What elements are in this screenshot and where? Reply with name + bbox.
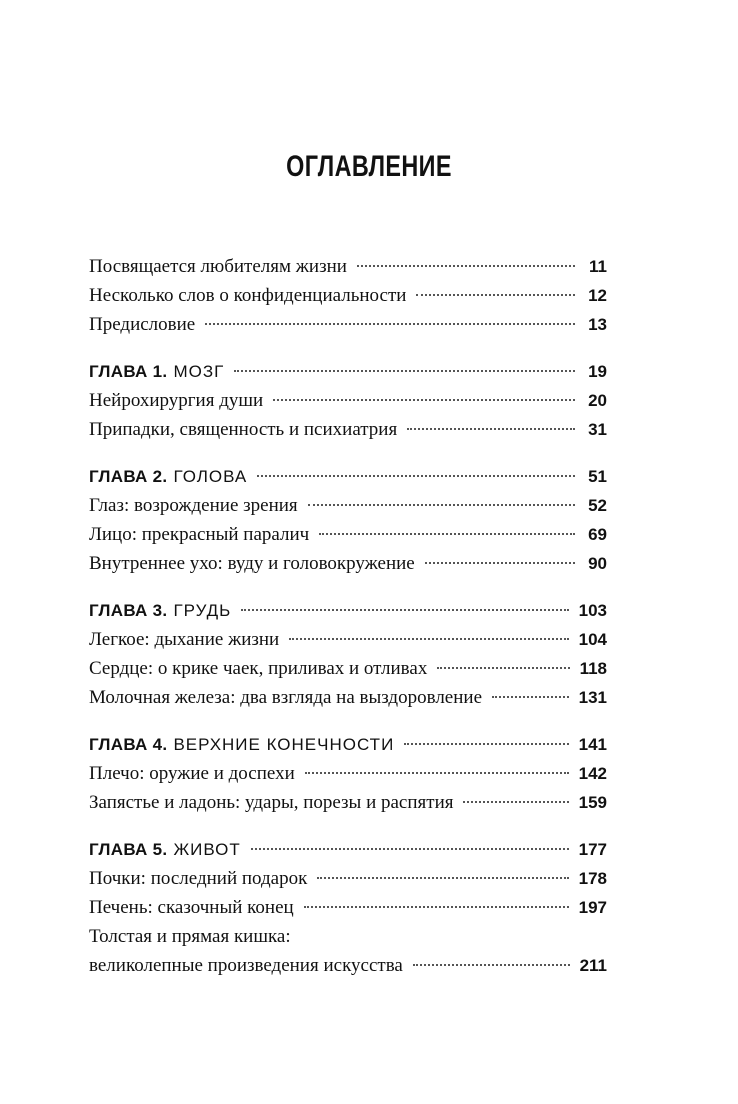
chapter-section <box>89 357 607 444</box>
chapter-label: ГЛАВА 4. <box>89 735 168 754</box>
chapter-heading[interactable] <box>89 835 607 864</box>
page-title: ОГЛАВЛЕНИЕ <box>286 150 452 183</box>
chapter-page: 19 <box>588 362 607 381</box>
chapter-page: 141 <box>578 735 607 754</box>
dot-leader <box>463 801 568 803</box>
chapter-label: ГЛАВА 2. <box>89 467 168 486</box>
entry-page: 13 <box>588 315 607 334</box>
chapter-name: ГОЛОВА <box>173 467 248 486</box>
entry-page: 142 <box>578 764 607 783</box>
chapter-section <box>89 835 607 980</box>
dot-leader <box>241 609 568 611</box>
entry-page: 31 <box>588 420 607 439</box>
dot-leader <box>357 265 575 267</box>
chapter-page: 177 <box>578 840 607 859</box>
chapter-heading[interactable] <box>89 462 607 491</box>
toc-entry[interactable] <box>89 759 607 788</box>
entry-page: 118 <box>579 659 607 678</box>
toc-entry[interactable] <box>89 386 607 415</box>
entry-page: 178 <box>578 869 607 888</box>
toc-entry[interactable] <box>89 491 607 520</box>
toc-entry[interactable] <box>89 654 607 683</box>
front-matter <box>89 252 607 339</box>
toc-entry[interactable] <box>89 520 607 549</box>
toc-entry[interactable] <box>89 893 607 922</box>
dot-leader <box>319 533 575 535</box>
entry-page: 12 <box>588 286 607 305</box>
entry-page: 52 <box>588 496 607 515</box>
chapter-heading[interactable] <box>89 730 607 759</box>
toc-entry[interactable] <box>89 625 607 654</box>
entry-title: Нейрохирургия души <box>89 390 264 411</box>
dot-leader <box>305 772 569 774</box>
chapter-label: ГЛАВА 1. <box>89 362 168 381</box>
entry-page: 11 <box>589 257 607 276</box>
chapter-page: 103 <box>578 601 607 620</box>
dot-leader <box>492 696 569 698</box>
entry-title: Посвящается любителям жизни <box>89 256 347 277</box>
dot-leader <box>317 877 568 879</box>
dot-leader <box>257 475 575 477</box>
entry-title: Лицо: прекрасный паралич <box>89 524 310 545</box>
entry-title: Толстая и прямая кишка: <box>89 926 291 947</box>
chapter-name: ВЕРХНИЕ КОНЕЧНОСТИ <box>173 735 395 754</box>
entry-title: Припадки, священность и психиатрия <box>89 419 398 440</box>
chapter-heading[interactable] <box>89 596 607 625</box>
entry-page: 20 <box>588 391 607 410</box>
chapter-name: ЖИВОТ <box>173 840 241 859</box>
entry-page: 69 <box>588 525 607 544</box>
dot-leader <box>416 294 575 296</box>
entry-title: Запястье и ладонь: удары, порезы и распятия <box>89 792 454 813</box>
table-of-contents <box>89 252 607 998</box>
entry-title: Легкое: дыхание жизни <box>89 629 280 650</box>
toc-entry[interactable] <box>89 549 607 578</box>
entry-page: 90 <box>588 554 607 573</box>
chapter-section <box>89 730 607 817</box>
entry-title: Сердце: о крике чаек, приливах и отливах <box>89 658 428 679</box>
entry-page: 104 <box>578 630 607 649</box>
chapter-label: ГЛАВА 5. <box>89 840 168 859</box>
chapter-section <box>89 462 607 578</box>
entry-page: 159 <box>578 793 607 812</box>
toc-entry[interactable] <box>89 864 607 893</box>
toc-entry-line1[interactable] <box>89 922 607 951</box>
entry-title: Глаз: возрождение зрения <box>89 495 298 516</box>
toc-entry[interactable] <box>89 415 607 444</box>
dot-leader <box>273 399 575 401</box>
chapter-heading[interactable] <box>89 357 607 386</box>
dot-leader <box>289 638 568 640</box>
dot-leader <box>205 323 575 325</box>
toc-entry-line2[interactable] <box>89 951 607 980</box>
toc-entry[interactable] <box>89 281 607 310</box>
entry-title: Внутреннее ухо: вуду и головокружение <box>89 553 415 574</box>
dot-leader <box>425 562 575 564</box>
dot-leader <box>304 906 569 908</box>
entry-title: Почки: последний подарок <box>89 868 308 889</box>
entry-title: Печень: сказочный конец <box>89 897 294 918</box>
entry-title: Несколько слов о конфиденциальности <box>89 285 407 306</box>
dot-leader <box>413 964 570 966</box>
chapter-name: ГРУДЬ <box>173 601 232 620</box>
toc-entry[interactable] <box>89 683 607 712</box>
chapter-label: ГЛАВА 3. <box>89 601 168 620</box>
entry-title-continued: великолепные произведения искусства <box>89 955 403 976</box>
toc-entry[interactable] <box>89 252 607 281</box>
dot-leader <box>437 667 569 669</box>
dot-leader <box>404 743 568 745</box>
entry-title: Плечо: оружие и доспехи <box>89 763 295 784</box>
chapter-name: МОЗГ <box>173 362 225 381</box>
toc-entry[interactable] <box>89 310 607 339</box>
dot-leader <box>251 848 569 850</box>
toc-entry[interactable] <box>89 788 607 817</box>
dot-leader <box>308 504 575 506</box>
chapter-section <box>89 596 607 712</box>
chapter-page: 51 <box>588 467 607 486</box>
entry-page: 131 <box>578 688 607 707</box>
dot-leader <box>234 370 575 372</box>
entry-title: Предисловие <box>89 314 196 335</box>
dot-leader <box>407 428 575 430</box>
entry-title: Молочная железа: два взгляда на выздоровление <box>89 687 482 708</box>
entry-page: 211 <box>579 956 607 975</box>
entry-page: 197 <box>578 898 607 917</box>
